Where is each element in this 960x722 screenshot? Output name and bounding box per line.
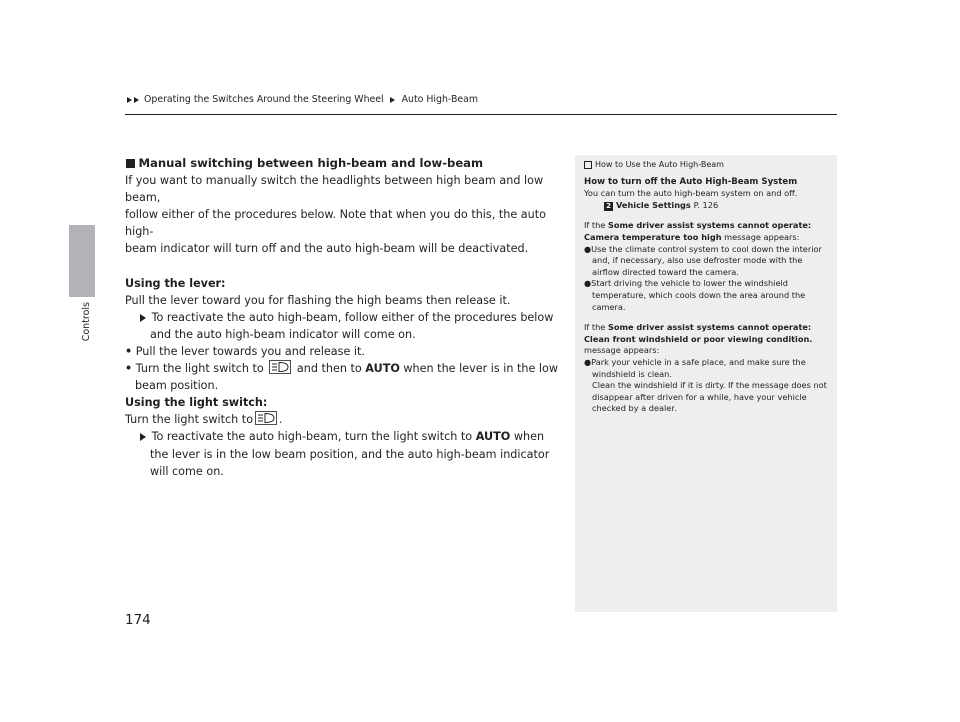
auto-label: AUTO bbox=[475, 430, 511, 444]
note-text: If the bbox=[584, 322, 606, 333]
arrow-icon bbox=[140, 433, 146, 441]
bullet-icon: ● bbox=[584, 243, 592, 254]
note-message-name: Some driver assist systems cannot operate: Camera temperature too high bbox=[584, 220, 812, 242]
note-square-icon bbox=[584, 161, 592, 169]
ref-page: P. 126 bbox=[693, 199, 719, 210]
breadcrumb-arrow-icon bbox=[390, 97, 395, 103]
section-heading bbox=[125, 155, 565, 172]
lever-note bbox=[125, 309, 565, 343]
breadcrumb-item-switches[interactable]: Operating the Switches Around the Steering Wheel bbox=[143, 94, 384, 105]
breadcrumb-arrow-icon bbox=[134, 97, 139, 103]
side-tab bbox=[69, 225, 95, 297]
intro-line: If you want to manually switch the headlights between high beam and low beam, bbox=[125, 174, 544, 205]
bullet-text: Pull the lever towards you and release it. bbox=[135, 344, 365, 358]
auto-label: AUTO bbox=[365, 362, 400, 376]
main-content bbox=[125, 155, 565, 480]
lever-note-text: To reactivate the auto high-beam, follow either of the procedures below and the auto high-beam indicator will come on. bbox=[150, 310, 554, 341]
bullet-text: and then to bbox=[296, 362, 362, 376]
list-item: • Turn the light switch to and then to AUTO when the lever is in the low beam position. bbox=[125, 362, 559, 393]
note-box bbox=[575, 155, 837, 612]
note-bullet-text: Park your vehicle in a safe place, and make sure the windshield is clean. bbox=[591, 356, 806, 379]
note-bullet-text: Use the climate control system to cool down the interior and, if necessary, also use defroster mode with the airflow directed toward the camera. bbox=[591, 243, 822, 277]
page-number: 174 bbox=[125, 612, 151, 628]
note-message-name: Some driver assist systems cannot operate: Clean front windshield or poor viewing condition. bbox=[584, 322, 813, 344]
headlight-switch-icon bbox=[255, 411, 277, 425]
note-text-block: Clean the windshield if it is dirty. If the message does not disappear after driven for a while, have your vehicle checked by a dealer. bbox=[592, 380, 827, 414]
note-sub-heading: How to turn off the Auto High-Beam System bbox=[584, 176, 798, 187]
breadcrumb-item-auto-high-beam[interactable]: Auto High-Beam bbox=[401, 94, 479, 105]
note-title-text: How to Use the Auto High-Beam bbox=[595, 160, 724, 169]
vehicle-settings-link[interactable] bbox=[584, 200, 832, 212]
note-bullet-text: Start driving the vehicle to lower the windshield temperature, which cools down the area around the camera. bbox=[591, 278, 806, 312]
bullet-text: Turn the light switch to bbox=[135, 362, 264, 376]
note-list-item bbox=[584, 357, 832, 380]
note-list-item bbox=[584, 278, 832, 313]
note-text: message appears: bbox=[724, 231, 800, 242]
ref-label: Vehicle Settings bbox=[616, 199, 691, 210]
lever-text: Pull the lever toward you for flashing the high beams then release it. bbox=[125, 293, 511, 307]
intro-line: follow either of the procedures below. Note that when you do this, the auto high- bbox=[125, 208, 546, 239]
note-title bbox=[584, 159, 832, 171]
switch-text-part: . bbox=[279, 413, 283, 427]
side-tab-label: Controls bbox=[81, 302, 92, 342]
headlight-switch-icon bbox=[269, 360, 291, 374]
list-item: • Pull the lever towards you and release it. bbox=[125, 344, 365, 358]
breadcrumb bbox=[127, 94, 478, 105]
reference-icon: 2 bbox=[604, 202, 613, 211]
switch-note bbox=[125, 428, 565, 479]
switch-heading: Using the light switch: bbox=[125, 396, 268, 410]
arrow-icon bbox=[140, 314, 146, 322]
switch-text bbox=[125, 411, 565, 428]
note-text: message appears: bbox=[584, 345, 660, 356]
switch-note-text: when the lever is in the low beam position, and the auto high-beam indicator will come on. bbox=[150, 430, 550, 478]
section-heading-text: Manual switching between high-beam and low-beam bbox=[138, 156, 484, 170]
bullet-icon: ● bbox=[584, 356, 592, 367]
switch-text-part: Turn the light switch to bbox=[125, 413, 254, 427]
note-paragraph bbox=[584, 220, 832, 243]
bullet-text: when the lever is in the low beam position. bbox=[135, 362, 559, 393]
note-sub-text: You can turn the auto high-beam system on and off. bbox=[584, 188, 798, 199]
note-list-item bbox=[584, 244, 832, 279]
breadcrumb-arrow-icon bbox=[127, 97, 132, 103]
note-text: If the bbox=[584, 220, 606, 231]
note-paragraph bbox=[584, 322, 832, 357]
square-bullet-icon bbox=[126, 159, 135, 168]
intro-line: beam indicator will turn off and the auto high-beam will be deactivated. bbox=[125, 242, 529, 256]
switch-note-text: To reactivate the auto high-beam, turn the light switch to bbox=[151, 430, 473, 444]
lever-heading: Using the lever: bbox=[125, 276, 226, 290]
header-divider bbox=[125, 114, 837, 115]
bullet-icon: ● bbox=[584, 278, 592, 289]
